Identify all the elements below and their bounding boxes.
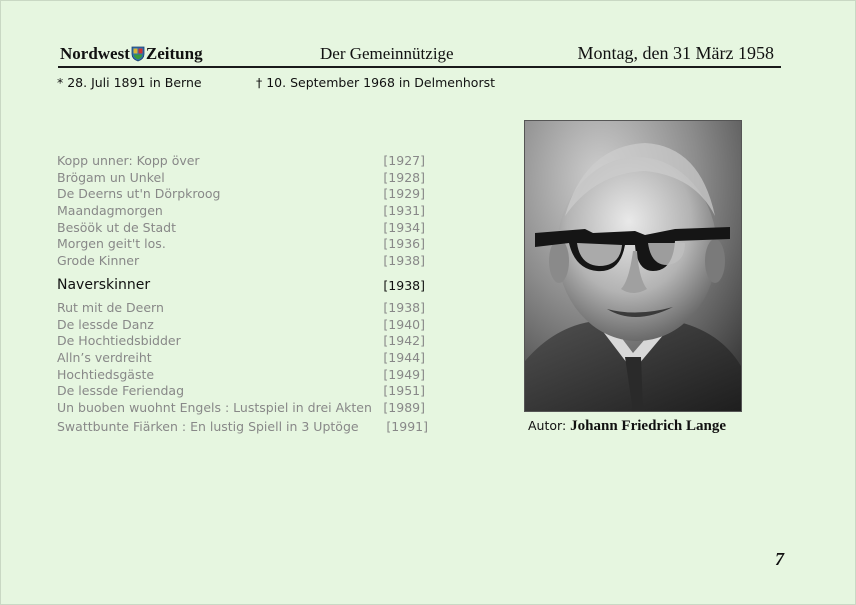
- work-title: De lessde Danz: [57, 316, 154, 332]
- work-item: [57, 170, 429, 187]
- work-title: De Hochtiedsbidder: [57, 333, 181, 349]
- author-portrait: [524, 120, 742, 412]
- work-item: [57, 236, 429, 253]
- bio-line: [57, 75, 495, 90]
- work-year: [1991]: [386, 418, 428, 434]
- work-year: [1934]: [383, 219, 425, 235]
- work-title: Maandagmorgen: [57, 203, 163, 219]
- death-info: † 10. September 1968 in Delmenhorst: [256, 75, 495, 90]
- work-item: [57, 383, 429, 400]
- work-year: [1942]: [383, 333, 425, 349]
- page-number: 7: [775, 549, 784, 569]
- work-item: [57, 350, 429, 367]
- birth-info: * 28. Juli 1891 in Berne: [57, 75, 202, 90]
- work-year: [1944]: [383, 349, 425, 365]
- work-year: [1931]: [383, 203, 425, 219]
- work-title: Un buoben wuohnt Engels : Lustspiel in drei Akten: [57, 399, 372, 415]
- work-item: [57, 317, 429, 334]
- work-year: [1927]: [383, 153, 425, 168]
- work-item: [57, 186, 429, 203]
- photo-caption: [528, 418, 726, 435]
- work-year: [1938]: [383, 253, 425, 269]
- work-item: [57, 220, 429, 237]
- work-item: [57, 367, 429, 384]
- work-title: Hochtiedsgäste: [57, 366, 155, 382]
- work-title: Kopp unner: Kopp över: [57, 153, 200, 168]
- work-title: De Deerns ut'n Dörpkroog: [57, 186, 221, 202]
- work-year: [1949]: [383, 366, 425, 382]
- work-title: Alln’s verdreiht: [57, 349, 152, 365]
- caption-label: Autor:: [528, 418, 567, 433]
- featured-work-item: [57, 270, 429, 300]
- work-year: [1929]: [383, 186, 425, 202]
- work-title: De lessde Feriendag: [57, 383, 185, 399]
- work-title: Rut mit de Deern: [57, 299, 164, 315]
- newspaper-name-part-2: Zeitung: [145, 44, 203, 63]
- masthead: [58, 42, 781, 68]
- work-item: [57, 400, 429, 417]
- issue-date: Montag, den 31 März 1958: [577, 43, 774, 63]
- work-year: [1928]: [383, 169, 425, 185]
- work-item: [57, 153, 429, 170]
- work-item: [57, 203, 429, 220]
- author-portrait-image: [525, 121, 741, 411]
- work-item: [57, 333, 429, 350]
- newspaper-name: [60, 44, 203, 64]
- author-name: Johann Friedrich Lange: [570, 418, 726, 434]
- work-title: Grode Kinner: [57, 253, 140, 269]
- work-year: [1951]: [383, 383, 425, 399]
- work-title: Besöök ut de Stadt: [57, 219, 177, 235]
- work-item: [57, 419, 429, 436]
- edition-title: Der Gemeinnützige: [320, 44, 454, 63]
- work-item: [57, 253, 429, 270]
- featured-work-title: Naverskinner: [57, 276, 151, 293]
- work-title: Morgen geit't los.: [57, 236, 166, 252]
- work-year: [1938]: [383, 299, 425, 315]
- work-year: [1989]: [383, 399, 425, 415]
- work-year: [1936]: [383, 236, 425, 252]
- works-list: [57, 153, 429, 435]
- coat-of-arms-icon: [131, 46, 145, 62]
- work-title: Swattbunte Fiärken : En lustig Spiell in 3 Uptöge: [57, 418, 359, 434]
- newspaper-name-part-1: Nordwest: [60, 44, 130, 63]
- featured-work-year: [1938]: [383, 277, 425, 293]
- work-item: [57, 300, 429, 317]
- work-title: Brögam un Unkel: [57, 169, 165, 185]
- work-year: [1940]: [383, 316, 425, 332]
